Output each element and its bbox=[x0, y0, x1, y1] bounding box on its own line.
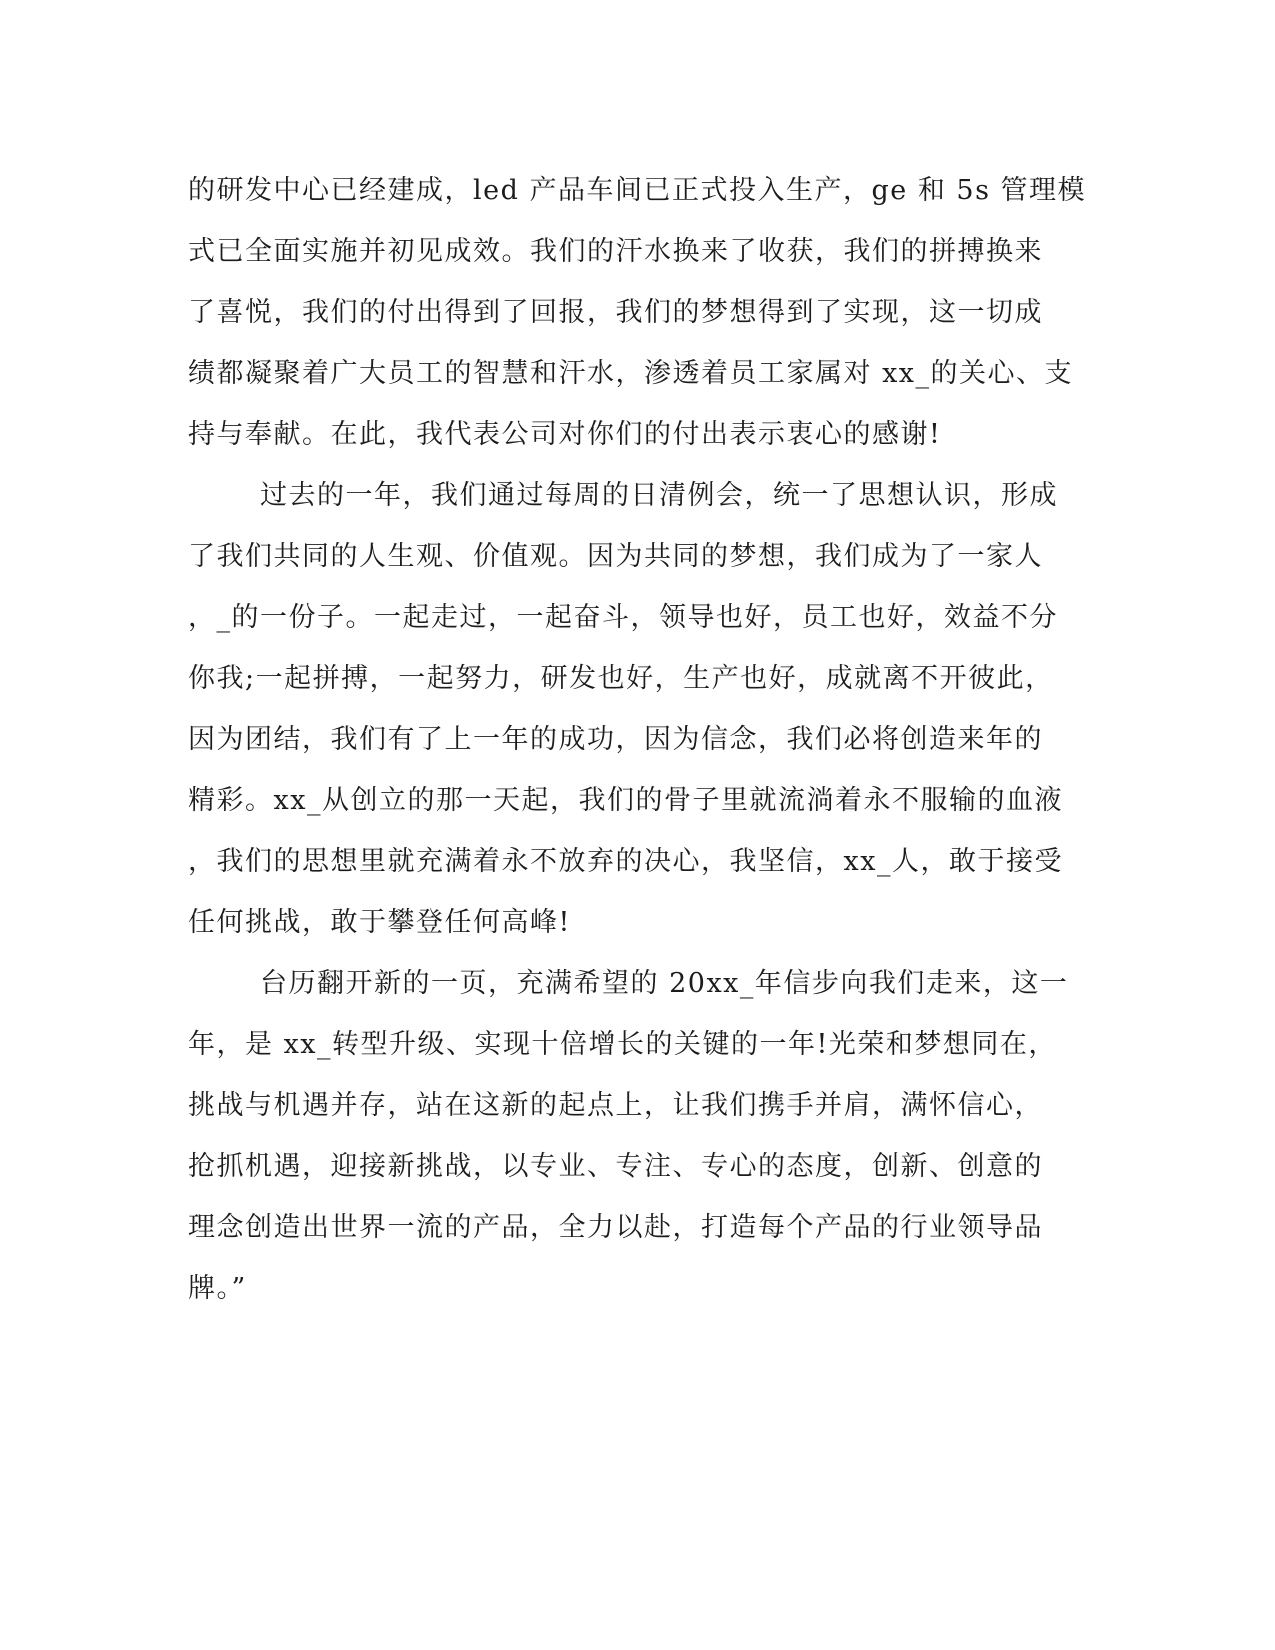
text-line: 因为团结，我们有了上一年的成功，因为信念，我们必将创造来年的 bbox=[188, 724, 1043, 755]
text-line: 的研发中心已经建成，led 产品车间已正式投入生产，ge 和 5s 管理模 bbox=[188, 175, 1087, 206]
text-line: 牌。” bbox=[188, 1273, 247, 1304]
text-line: 了喜悦，我们的付出得到了回报，我们的梦想得到了实现，这一切成 bbox=[188, 297, 1043, 328]
text-line: ，我们的思想里就充满着永不放弃的决心，我坚信，xx_人，敢于接受 bbox=[188, 846, 1063, 877]
text-line: 了我们共同的人生观、价值观。因为共同的梦想，我们成为了一家人 bbox=[188, 541, 1043, 572]
text-line: 年，是 xx_转型升级、实现十倍增长的关键的一年!光荣和梦想同在， bbox=[188, 1029, 1057, 1060]
text-line: 绩都凝聚着广大员工的智慧和汗水，渗透着员工家属对 xx_的关心、支 bbox=[188, 358, 1074, 389]
text-line: 过去的一年，我们通过每周的日清例会，统一了思想认识，形成 bbox=[260, 480, 1058, 511]
text-line: 挑战与机遇并存，站在这新的起点上，让我们携手并肩，满怀信心， bbox=[188, 1090, 1043, 1121]
paragraph-3 bbox=[188, 953, 1093, 1319]
text-line: 精彩。xx_从创立的那一天起，我们的骨子里就流淌着永不服输的血液 bbox=[188, 785, 1063, 816]
body-text bbox=[188, 160, 1093, 1319]
text-line: ，_的一份子。一起走过，一起奋斗，领导也好，员工也好，效益不分 bbox=[188, 602, 1058, 633]
paragraph-1 bbox=[188, 160, 1093, 465]
text-line: 抢抓机遇，迎接新挑战，以专业、专注、专心的态度，创新、创意的 bbox=[188, 1151, 1043, 1182]
text-line: 理念创造出世界一流的产品，全力以赴，打造每个产品的行业领导品 bbox=[188, 1212, 1043, 1243]
text-line: 任何挑战，敢于攀登任何高峰! bbox=[188, 907, 571, 938]
text-line: 你我;一起拼搏，一起努力，研发也好，生产也好，成就离不开彼此， bbox=[188, 663, 1054, 694]
text-line: 式已全面实施并初见成效。我们的汗水换来了收获，我们的拼搏换来 bbox=[188, 236, 1043, 267]
text-line: 台历翻开新的一页，充满希望的 20xx_年信步向我们走来，这一 bbox=[260, 968, 1069, 999]
text-line: 持与奉献。在此，我代表公司对你们的付出表示衷心的感谢! bbox=[188, 419, 942, 450]
paragraph-2 bbox=[188, 465, 1093, 953]
